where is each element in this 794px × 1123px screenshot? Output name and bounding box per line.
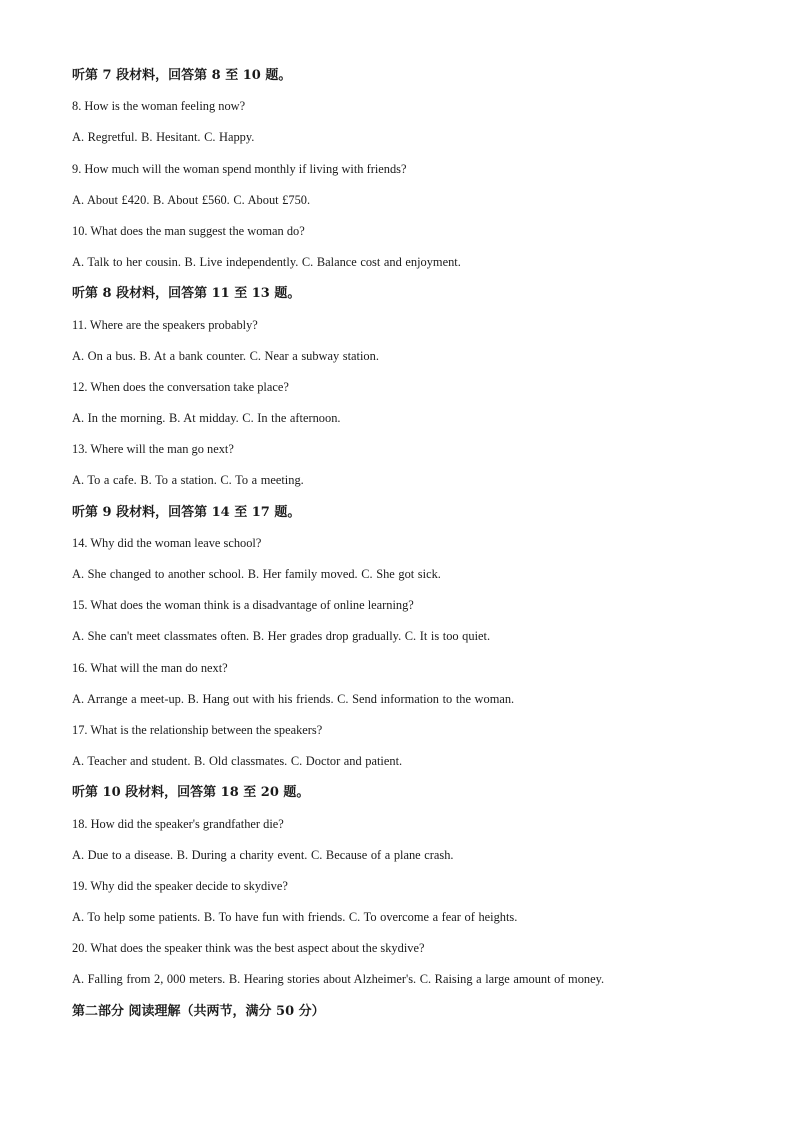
- question-text: 20. What does the speaker think was the best aspect about the skydive?: [72, 941, 425, 956]
- answer-options: A. Talk to her cousin. B. Live independently. C. Balance cost and enjoyment.: [72, 255, 461, 270]
- answer-options: A. About £420. B. About £560. C. About £750.: [72, 192, 311, 207]
- question-text: 11. Where are the speakers probably?: [72, 317, 258, 332]
- answer-options: A. On a bus. B. At a bank counter. C. Near a subway station.: [72, 348, 379, 363]
- answer-options: A. Teacher and student. B. Old classmates. C. Doctor and patient.: [72, 754, 403, 769]
- section-heading: 听第 7 段材料，回答第 8 至 10 题。: [72, 68, 292, 83]
- section-heading: 听第 9 段材料，回答第 14 至 17 题。: [72, 504, 301, 520]
- answer-options: A. She changed to another school. B. Her family moved. C. She got sick.: [72, 567, 441, 581]
- question-text: 19. Why did the speaker decide to skydive?: [72, 878, 288, 893]
- section-heading: 听第 10 段材料，回答第 18 至 20 题。: [72, 785, 310, 801]
- answer-options: A. She can't meet classmates often. B. Her grades drop gradually. C. It is too quiet.: [72, 629, 491, 644]
- question-text: 8. How is the woman feeling now?: [72, 99, 246, 114]
- answer-options: A. To help some patients. B. To have fun with friends. C. To overcome a fear of heights.: [72, 910, 518, 925]
- question-text: 15. What does the woman think is a disadvantage of online learning?: [72, 598, 414, 613]
- question-text: 10. What does the man suggest the woman do?: [72, 223, 305, 238]
- answer-options: A. Due to a disease. B. During a charity event. C. Because of a plane crash.: [72, 847, 454, 862]
- answer-options: A. To a cafe. B. To a station. C. To a meeting.: [72, 473, 304, 488]
- question-text: 14. Why did the woman leave school?: [72, 535, 262, 550]
- question-text: 16. What will the man do next?: [72, 660, 228, 675]
- answer-options: A. Regretful. B. Hesitant. C. Happy.: [72, 130, 255, 145]
- section-heading: 听第 8 段材料，回答第 11 至 13 题。: [72, 286, 301, 302]
- question-text: 12. When does the conversation take place?: [72, 379, 289, 394]
- section-heading: 第二部分 阅读理解（共两节，满分 50 分）: [72, 1003, 325, 1019]
- answer-options: A. Arrange a meet-up. B. Hang out with his friends. C. Send information to the woman.: [72, 691, 515, 706]
- answer-options: A. In the morning. B. At midday. C. In the afternoon.: [72, 411, 341, 426]
- question-text: 13. Where will the man go next?: [72, 442, 234, 457]
- question-text: 17. What is the relationship between the speakers?: [72, 722, 323, 737]
- document-body: [72, 60, 732, 1027]
- question-text: 18. How did the speaker's grandfather die?: [72, 816, 284, 831]
- question-text: 9. How much will the woman spend monthly if living with friends?: [72, 161, 407, 176]
- answer-options: A. Falling from 2, 000 meters. B. Hearing stories about Alzheimer's. C. Raising a large amount of money.: [72, 972, 605, 987]
